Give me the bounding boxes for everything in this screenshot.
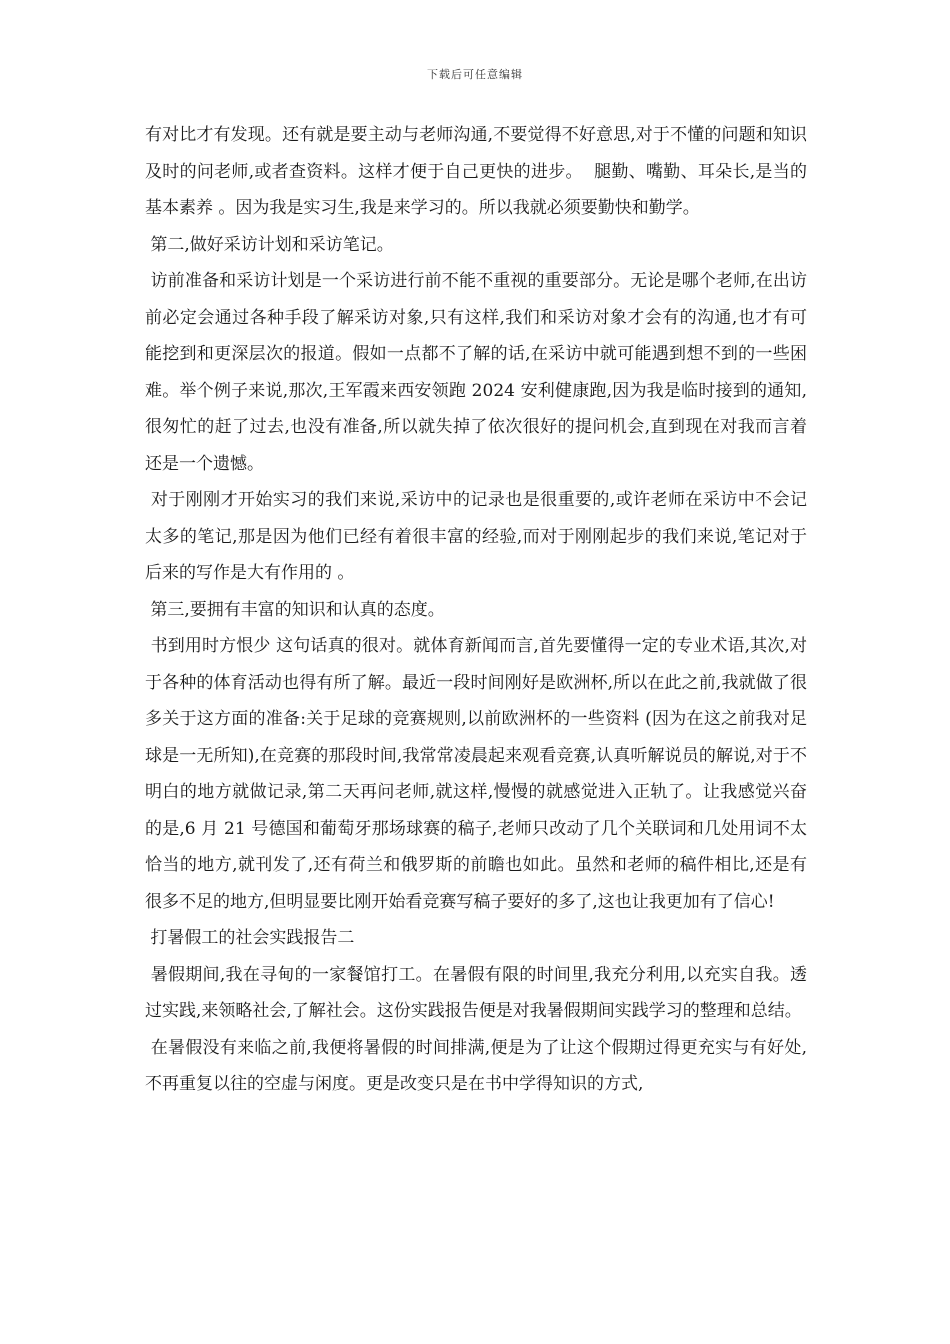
paragraph: 访前准备和采访计划是一个采访进行前不能不重视的重要部分。无论是哪个老师,在出访前必定会通过各种手段了解采访对象,只有这样,我们和采访对象才会有的沟通,也才有可能挖到和更深层次的报道。假如一点都不了解的话,在采访中就可能遇到想不到的一些困难。举个例子来说,那次,王军霞来西安领跑 2024 安利健康跑,因为我是临时接到的通知,很匆忙的赶了过去,也没有准备,所以就失掉了依次很好的提问机会,直到现在对我而言着还是一个遗憾。 (145, 271, 808, 474)
paragraph: 暑假期间,我在寻甸的一家餐馆打工。在暑假有限的时间里,我充分利用,以充实自我。透过实践,来领略社会,了解社会。这份实践报告便是对我暑假期间实践学习的整理和总结。 (145, 964, 808, 1021)
page-header: 下载后可任意编辑 (427, 68, 523, 81)
paragraph: 对于刚刚才开始实习的我们来说,采访中的记录也是很重要的,或许老师在采访中不会记太多的笔记,那是因为他们已经有着很丰富的经验,而对于刚刚起步的我们来说,笔记对于后来的写作是大有作用的 。 (145, 490, 808, 583)
document-body (145, 117, 807, 1103)
paragraph: 有对比才有发现。还有就是要主动与老师沟通,不要觉得不好意思,对于不懂的问题和知识及时的问老师,或者查资料。这样才便于自己更快的进步。 腿勤、嘴勤、耳朵长,是当的基本素养 。因为我是实习生,我是来学习的。所以我就必须要勤快和勤学。 (145, 125, 807, 218)
section-heading: 第三,要拥有丰富的知识和认真的态度。 (145, 599, 445, 620)
report-title: 打暑假工的社会实践报告二 (145, 928, 355, 948)
section-heading: 第二,做好采访计划和采访笔记。 (145, 234, 394, 255)
paragraph: 在暑假没有来临之前,我便将暑假的时间排满,便是为了让这个假期过得更充实与有好处,不再重复以往的空虚与闲度。更是改变只是在书中学得知识的方式, (145, 1037, 808, 1094)
paragraph: 书到用时方恨少 这句话真的很对。就体育新闻而言,首先要懂得一定的专业术语,其次,对于各种的体育活动也得有所了解。最近一段时间刚好是欧洲杯,所以在此之前,我就做了很多关于这方面的准备:关于足球的竞赛规则,以前欧洲杯的一些资料 (因为在这之前我对足球是一无所知),在竞赛的那段时间,我常常凌晨起来观看竞赛,认真听解说员的解说,对于不明白的地方就做记录,第二天再问老师,就这样,慢慢的就感觉进入正轨了。让我感觉兴奋的是,6 月 21 号德国和葡萄牙那场球赛的稿子,老师只改动了几个关联词和几处用词不太恰当的地方,就刊发了,还有荷兰和俄罗斯的前瞻也如此。虽然和老师的稿件相比,还是有很多不足的地方,但明显要比刚开始看竞赛写稿子要好的多了,这也让我更加有了信心! (145, 636, 807, 912)
